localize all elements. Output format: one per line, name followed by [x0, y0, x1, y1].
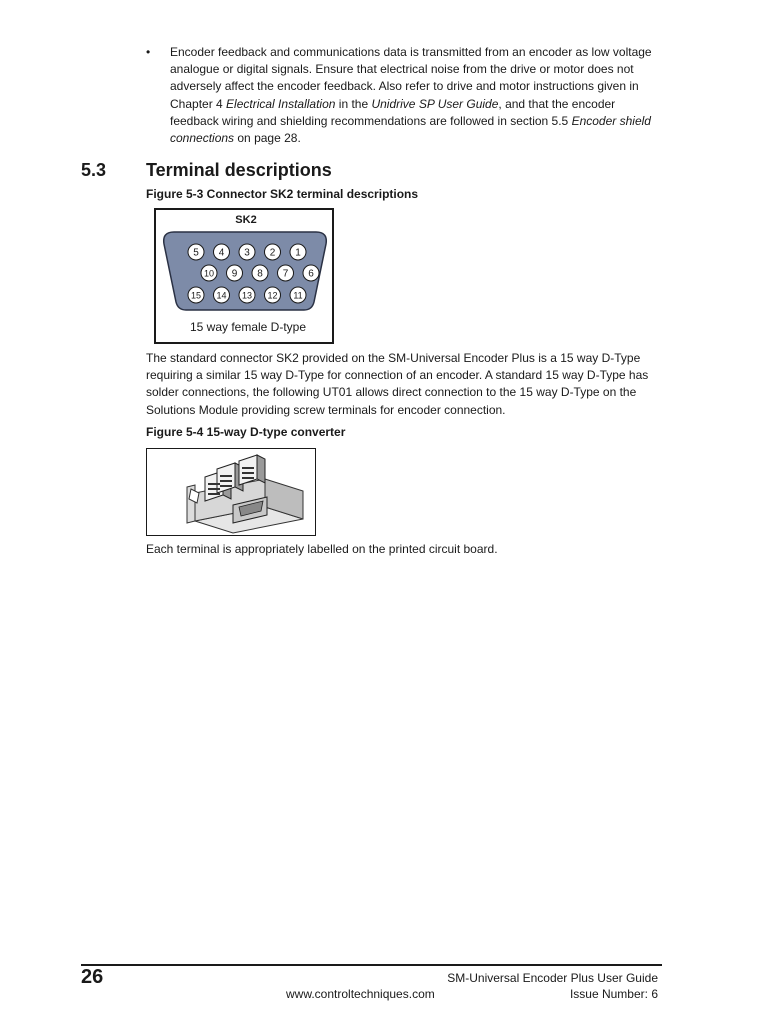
bullet-text: [170, 44, 666, 147]
connector-sk2-figure: [154, 208, 334, 344]
bullet-text-part: in the: [335, 96, 372, 111]
footer-issue-number: Issue Number: 6: [569, 987, 658, 1001]
pin-12-label: 12: [267, 290, 278, 301]
pin-6-label: 6: [308, 268, 314, 280]
pin-9-label: 9: [231, 268, 238, 280]
pin-7-label: 7: [282, 268, 289, 280]
pin-4-label: 4: [218, 247, 225, 259]
page-number: 26: [81, 966, 104, 988]
chapter-reference: Electrical Installation: [226, 96, 336, 111]
footer-guide-title: SM-Universal Encoder Plus User Guide: [447, 971, 658, 985]
pin-1-label: 1: [295, 247, 301, 259]
figure-5-4-caption: Figure 5-4 15-way D-type converter: [146, 425, 346, 439]
section-reference: Encoder shield connections: [170, 113, 651, 146]
d-type-connector-diagram: [156, 210, 332, 342]
bullet-text-part: on page 28.: [234, 131, 301, 146]
connector-description: 15 way female D-type: [189, 320, 307, 334]
guide-reference: Unidrive SP User Guide: [371, 96, 499, 111]
pin-14-label: 14: [216, 290, 227, 301]
pin-10-label: 10: [203, 268, 215, 279]
pin-2-label: 2: [269, 247, 276, 259]
paragraph-terminal-labels: Each terminal is appropriately labelled on the printed circuit board.: [146, 542, 498, 556]
bullet-mark: •: [146, 45, 151, 59]
converter-figure: [146, 448, 316, 536]
pin-8-label: 8: [257, 268, 263, 280]
pin-13-label: 13: [241, 290, 253, 301]
footer-website: www.controltechniques.com: [286, 987, 435, 1001]
bullet-item: [146, 44, 666, 147]
pin-11-label: 11: [293, 290, 303, 301]
pin-5-label: 5: [193, 247, 199, 259]
connector-label: SK2: [235, 214, 257, 226]
footer-rule: [81, 964, 662, 966]
paragraph-standard-connector: The standard connector SK2 provided on the SM-Universal Encoder Plus is a 15 way D-Type requiring a similar 15 way D-Type for connection of an encoder. A standard 15 way D-Type has solder connections, the following UT01 allows direct connection to the 15 way D-Type on the Solutions Module providing screw terminals for encoder connection.: [146, 351, 649, 417]
bullet-text-part: Encoder feedback and communications data is transmitted from an encoder as low voltage analogue or digital signals. Ensure that electrical noise from the drive or motor does not adversely affect the encoder feedback. Also refer to drive and motor instructions given in Chapter 4: [170, 45, 652, 111]
bullet-text-part: , and that the encoder feedback wiring and shielding recommendations are followed in section 5.5: [170, 96, 616, 128]
pin-3-label: 3: [244, 247, 250, 259]
d-type-converter-illustration: [147, 449, 314, 534]
pin-15-label: 15: [190, 290, 202, 301]
section-number: 5.3: [81, 160, 107, 180]
section-title: Terminal descriptions: [146, 160, 332, 180]
figure-5-3-caption: Figure 5-3 Connector SK2 terminal descriptions: [146, 187, 419, 201]
